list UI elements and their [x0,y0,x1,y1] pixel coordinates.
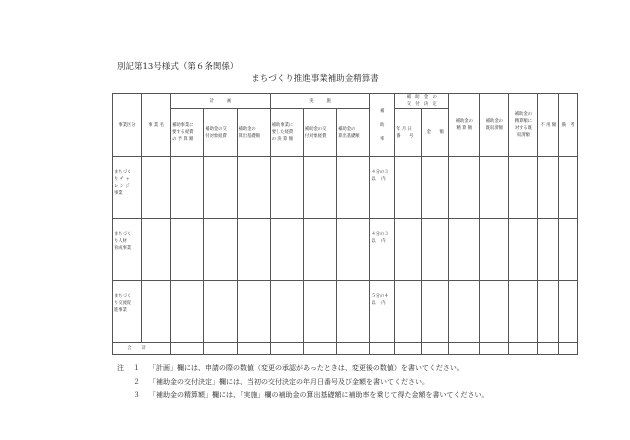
note-text: 「補助金の精算額」欄には、「実施」欄の補助金の算出基礎額に補助率を乗じて得た金額を書いてください。 [149,391,489,399]
header-nengappi: 年 月 日 番 号 [395,109,422,157]
header-kofu-kettei: 補 助 金 の 交 付 決 定 [395,94,449,109]
keikaku-col-3: 補助金の 算出基礎額 [237,109,270,157]
row-ratio: ５分の４ 以 内 [370,281,395,343]
total-row [113,343,578,355]
page-title: まちづくり推進事業補助金精算書 [251,74,379,84]
header-seisan-tai: 補助金の 精算額に 対する既 収済額 [509,94,538,157]
header-fuyo: 不 用 額 [538,94,559,157]
form-label: 別記第13号様式（第６条関係） [117,62,239,72]
header-keikaku: 計 画 [171,94,271,109]
cell [142,281,171,343]
header-jigyo-kubun: 事業区分 [113,94,142,157]
note-prefix: 注 [117,364,124,372]
header-jisshi: 実 施 [270,94,370,109]
row-ratio: ４分の３ 以 内 [370,219,395,281]
header-jigyo-mei: 事 業 名 [142,94,171,157]
note-number: ３ [133,391,140,399]
note-text: 「計画」欄には、申請の際の数値（変更の承認があったときは、変更後の数値）を書いてください。 [149,364,464,372]
note-text: 「補助金の交付決定」欄には、当初の交付決定の年月日番号及び金額を書いてください。 [149,377,429,386]
note-3 [117,389,489,403]
note-1 [117,362,489,376]
cell [142,219,171,281]
keikaku-col-2: 補助金の交 付対象経費 [204,109,237,157]
header-kikan-keitai: 補助金の 既収済額 [480,94,509,157]
row-ratio: ４分の３ 以 内 [370,157,395,219]
row-kubun: まちづく り人材 育成事業 [113,219,142,281]
header-kingaku: 金 額 [422,109,449,157]
header-seisangaku: 補助金の 精 算 額 [449,94,480,157]
jisshi-col-3: 補助金の 算出基礎額 [337,109,370,157]
table-row [113,219,578,281]
settlement-table [112,93,578,355]
row-kubun: まちづく り チ ャ レ ン ジ 事業 [113,157,142,219]
keikaku-col-1: 補助事業に 要する経費 の 予 算 額 [171,109,204,157]
notes [117,362,489,403]
header-biko: 備 考 [559,94,578,157]
header-hojoritsu: 補 助 率 [370,94,395,157]
cell [142,157,171,219]
table-row [113,281,578,343]
jisshi-col-2: 補助金の交 付対象経費 [303,109,336,157]
note-number: １ [133,364,140,372]
total-label: 合計 [113,343,171,355]
jisshi-col-1: 補助事業に 要した経費 の 決 算 額 [270,109,303,157]
note-number: ２ [133,377,140,386]
note-2 [117,376,489,390]
row-kubun: まちづく り交流促 進事業 [113,281,142,343]
table-row [113,157,578,219]
